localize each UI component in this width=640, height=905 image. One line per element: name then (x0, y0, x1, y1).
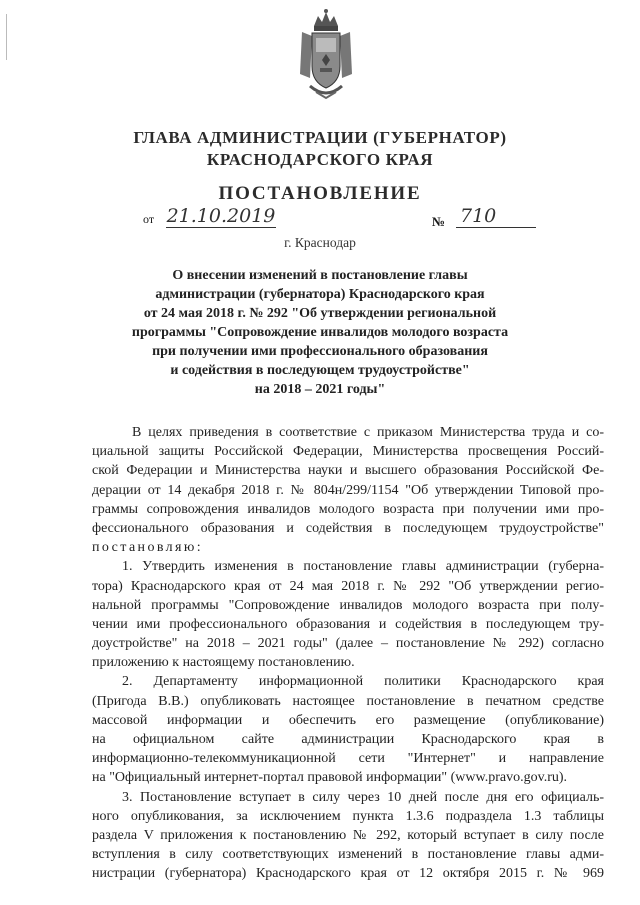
body-line: 2. Департаменту информационной политики Краснодарского края (122, 674, 604, 690)
coat-of-arms-emblem (296, 8, 356, 100)
date-handwritten: 21.10.2019 (166, 205, 276, 227)
body-line: на официальном сайте администрации Краснодарского края в (92, 732, 604, 747)
title-line: О внесении изменений в постановление главы (172, 268, 468, 283)
document-title (120, 266, 520, 399)
body-line: граммы сопровождения инвалидов молодого возраста при получении ими про- (92, 501, 604, 517)
body-line: приложению к настоящему постановлению. (92, 655, 355, 671)
body-line: В целях приведения в соответствие с приказом Министерства труда и со- (132, 425, 604, 440)
city-label: г. Краснодар (284, 235, 356, 250)
title-line: на 2018 – 2021 годы" (254, 382, 386, 397)
body-line: тора) Краснодарского края от 24 мая 2018 г. № 292 "Об утверждении регио- (92, 578, 604, 594)
date-prefix: от (143, 212, 155, 226)
body-line: раздела V приложения к постановлению № 292, который вступает в силу после (92, 827, 604, 843)
body-line: нальной программы "Сопровождение инвалидов молодого возраста при полу- (92, 597, 604, 613)
issuer-title: ГЛАВА АДМИНИСТРАЦИИ (ГУБЕРНАТОР) (133, 128, 507, 147)
document-type: ПОСТАНОВЛЕНИЕ (218, 183, 422, 204)
body-line: 1. Утвердить изменения в постановление главы администрации (губерна- (122, 559, 604, 575)
number-prefix: № (432, 214, 446, 229)
body-line: (Пригода В.В.) опубликовать настоящее постановление в печатном средстве (92, 693, 604, 709)
issuer-region: КРАСНОДАРСКОГО КРАЯ (206, 150, 434, 169)
title-line: при получении ими профессионального образования (152, 344, 488, 359)
title-line: программы "Сопровождение инвалидов молодого возраста (131, 325, 509, 340)
body-line: чении ими профессионального образования и содействия в последующем тру- (92, 616, 604, 632)
document-body (92, 423, 604, 884)
body-line: на "Официальный интернет-портал правовой информации" (www.pravo.gov.ru). (92, 770, 568, 786)
body-line: вступления в силу соответствующих изменений в постановление главы адми- (92, 847, 604, 863)
title-line: администрации (губернатора) Краснодарского края (155, 287, 485, 302)
body-line: 3. Постановление вступает в силу через 10 дней после дня его официаль- (122, 789, 604, 805)
body-line: доустройстве" на 2018 – 2021 годы" (далее – постановление № 292) согласно (92, 636, 604, 652)
body-line: информационно-телекоммуникационной сети "Интернет" и направление (92, 751, 604, 767)
body-line: постановляю: (92, 540, 204, 556)
body-line: нистрации (губернатора) Краснодарского края от 12 октября 2015 г. № 969 (92, 866, 604, 882)
number-handwritten: 710 (456, 205, 536, 228)
title-line: и содействия в последующем трудоустройстве" (170, 363, 470, 378)
body-line: циальной защиты Российской Федерации, Министерства просвещения Россий- (92, 444, 604, 460)
body-line: ного опубликования, за исключением пункта 1.3.6 подраздела 1.3 таблицы (92, 808, 604, 824)
body-line: фессионального образования и содействия в последующем трудоустройстве" (92, 520, 604, 536)
title-line: от 24 мая 2018 г. № 292 "Об утверждении региональной (143, 306, 497, 321)
scan-edge-mark (6, 14, 7, 60)
body-line: дерации от 14 декабря 2018 г. № 804н/299/1154 "Об утверждении Типовой про- (92, 482, 604, 498)
body-line: массовой информации и обеспечить его размещение (опубликование) (92, 712, 604, 728)
body-line: ской Федерации и Министерства науки и высшего образования Российской Фе- (92, 463, 604, 479)
